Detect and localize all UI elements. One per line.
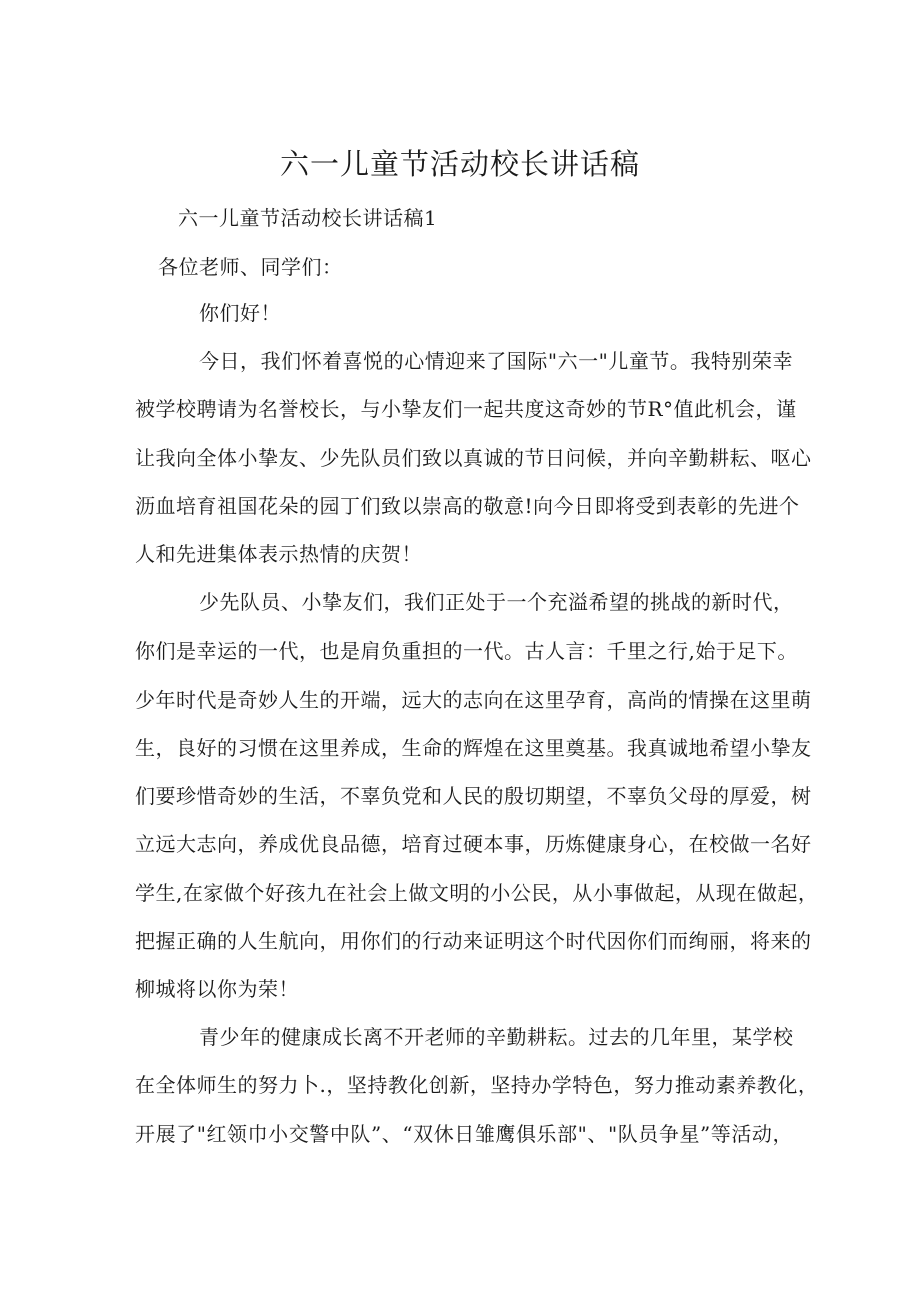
- salutation: 各位老师、同学们：: [158, 255, 343, 279]
- paragraph-line: 学生,在家做个好孩九在社会上做文明的小公民，从小事做起，从现在做起，: [135, 881, 819, 905]
- paragraph-line: 们要珍惜奇妙的生活，不辜负党和人民的殷切期望，不辜负父母的厚爱，树: [135, 784, 812, 808]
- paragraph-line: 被学校聘请为名誉校长，与小挚友们一起共度这奇妙的节R°值此机会，谨: [135, 397, 797, 421]
- paragraph-line: 青少年的健康成长离不开老师的辛勤耕耘。过去的几年里，某学校: [199, 1025, 794, 1049]
- paragraph-line: 人和先进集体表示热情的庆贺！: [135, 542, 422, 566]
- paragraph-line: 柳城将以你为荣！: [135, 977, 299, 1001]
- greeting: 你们好！: [199, 301, 281, 325]
- paragraph-line: 少先队员、小挚友们，我们正处于一个充溢希望的挑战的新时代，: [199, 590, 794, 614]
- paragraph-line: 生，良好的习惯在这里养成，生命的辉煌在这里奠基。我真诚地希望小挚友: [135, 736, 812, 760]
- paragraph-line: 立远大志向，养成优良品德，培育过硬本事，历炼健康身心，在校做一名好: [135, 832, 812, 856]
- paragraph-line: 少年时代是奇妙人生的开端，远大的志向在这里孕育，高尚的情操在这里萌: [135, 688, 812, 712]
- document-title: 六一儿童节活动校长讲话稿: [279, 147, 640, 181]
- paragraph-line: 让我向全体小挚友、少先队员们致以真诚的节日问候，并向辛勤耕耘、呕心: [135, 446, 812, 470]
- paragraph-line: 在全体师生的努力卜.，坚持教化创新，坚持办学特色，努力推动素养教化，: [135, 1073, 819, 1097]
- paragraph-line: 把握正确的人生航向，用你们的行动来证明这个时代因你们而绚丽，将来的: [135, 929, 812, 953]
- document-subtitle: 六一儿童节活动校长讲话稿1: [178, 206, 438, 230]
- paragraph-line: 开展了"红领巾小交警中队”、“双休日雏鹰俱乐部"、"队员争星”等活动，: [135, 1122, 793, 1146]
- paragraph-line: 沥血培育祖国花朵的园丁们致以崇高的敬意!向今日即将受到表彰的先进个: [135, 494, 800, 518]
- paragraph-line: 今日，我们怀着喜悦的心情迎来了国际"六一"儿童节。我特别荣幸: [199, 349, 793, 373]
- paragraph-line: 你们是幸运的一代，也是肩负重担的一代。古人言：千里之行,始于足下。: [135, 639, 798, 663]
